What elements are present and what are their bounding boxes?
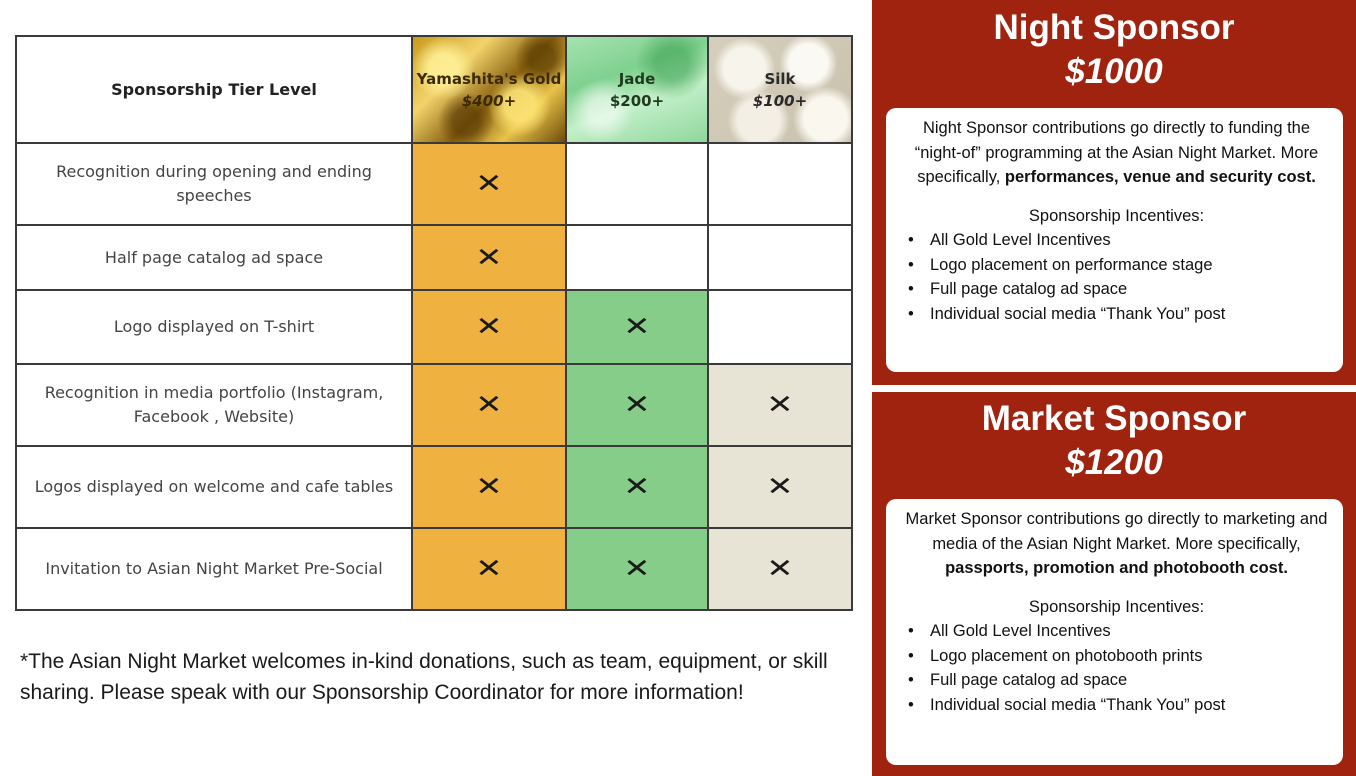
in-kind-donation-note: *The Asian Night Market welcomes in-kind donations, such as team, equipment, or skill sharing. Please speak with our Sponsorship Coordinator for more information! [20,650,828,704]
table-row [16,446,852,528]
included-mark-icon: ✕ [623,311,651,342]
night-sponsor-title: Night Sponsor [993,8,1235,47]
feature-label: Invitation to Asian Night Market Pre-Social [16,528,412,610]
market-desc-bold: passports, promotion and photobooth cost. [945,559,1288,577]
tier-gold-header [412,36,566,143]
tier-table-body [16,36,852,610]
incentive-item: • Full page catalog ad space [904,668,1329,693]
night-desc-text: Night Sponsor contributions go directly to funding the “night-of” programming at the Asian Night Market. More specifically, [914,119,1319,186]
included-mark-icon: ✕ [475,242,503,273]
tier-jade-price: $200+ [609,91,665,110]
tier-gold-name: Yamashita's Gold [416,69,562,88]
feature-label: Logos displayed on welcome and cafe tables [16,446,412,528]
incentive-item: • All Gold Level Incentives [904,228,1329,253]
included-mark-icon: ✕ [475,553,503,584]
table-row [16,528,852,610]
incentive-item: • Individual social media “Thank You” post [904,693,1329,718]
tier-header-label: Sponsorship Tier Level [16,36,412,143]
silk-tier-cell [708,446,852,528]
silk-tier-cell [708,225,852,290]
gold-tier-cell [412,528,566,610]
feature-label: Logo displayed on T-shirt [16,290,412,363]
jade-tier-cell [566,364,708,446]
market-sponsor-panel [872,392,1356,776]
included-mark-icon: ✕ [623,553,651,584]
incentive-item: • Logo placement on performance stage [904,253,1329,278]
night-sponsor-description [904,116,1329,190]
included-mark-icon: ✕ [623,389,651,420]
gold-tier-cell [412,446,566,528]
tier-silk-header [708,36,852,143]
jade-tier-cell [566,143,708,225]
feature-label: Recognition during opening and ending speeches [16,143,412,225]
jade-tier-cell [566,290,708,363]
jade-tier-cell [566,528,708,610]
market-incentives-list [904,619,1329,717]
included-mark-icon: ✕ [623,471,651,502]
gold-tier-cell [412,364,566,446]
tier-gold-price: $400+ [461,91,517,110]
gold-tier-cell [412,143,566,225]
market-sponsor-card [886,499,1343,765]
silk-tier-cell [708,290,852,363]
tier-silk-price: $100+ [752,91,808,110]
market-sponsor-price: $1200 [1065,443,1163,482]
night-sponsor-price: $1000 [1065,52,1163,91]
silk-tier-cell [708,528,852,610]
included-mark-icon: ✕ [766,471,794,502]
tier-header-row [16,36,852,143]
table-row [16,225,852,290]
incentive-item: • Individual social media “Thank You” post [904,302,1329,327]
incentive-item: • Logo placement on photobooth prints [904,644,1329,669]
tier-jade-name: Jade [618,69,656,88]
jade-tier-cell [566,225,708,290]
gold-tier-cell [412,225,566,290]
tier-silk-name: Silk [764,69,796,88]
sponsorship-tier-table [15,35,853,611]
included-mark-icon: ✕ [475,169,503,200]
feature-label: Half page catalog ad space [16,225,412,290]
table-row [16,143,852,225]
jade-tier-cell [566,446,708,528]
included-mark-icon: ✕ [475,311,503,342]
included-mark-icon: ✕ [766,389,794,420]
gold-tier-cell [412,290,566,363]
night-incentives-title: Sponsorship Incentives: [1028,206,1205,225]
included-mark-icon: ✕ [766,553,794,584]
feature-label: Recognition in media portfolio (Instagram, Facebook , Website) [16,364,412,446]
night-sponsor-panel [872,0,1356,385]
incentive-item: • All Gold Level Incentives [904,619,1329,644]
included-mark-icon: ✕ [475,389,503,420]
market-desc-text: Market Sponsor contributions go directly to marketing and media of the Asian Night Market. More specifically, [905,510,1328,553]
tier-jade-header [566,36,708,143]
market-sponsor-description [904,507,1329,581]
incentive-item: • Full page catalog ad space [904,277,1329,302]
night-sponsor-card [886,108,1343,372]
table-row [16,364,852,446]
table-row [16,290,852,363]
night-desc-bold: performances, venue and security cost. [1004,168,1316,186]
market-incentives-title: Sponsorship Incentives: [1028,597,1205,616]
included-mark-icon: ✕ [475,471,503,502]
silk-tier-cell [708,364,852,446]
night-incentives-list [904,228,1329,326]
silk-tier-cell [708,143,852,225]
market-sponsor-title: Market Sponsor [981,399,1247,438]
